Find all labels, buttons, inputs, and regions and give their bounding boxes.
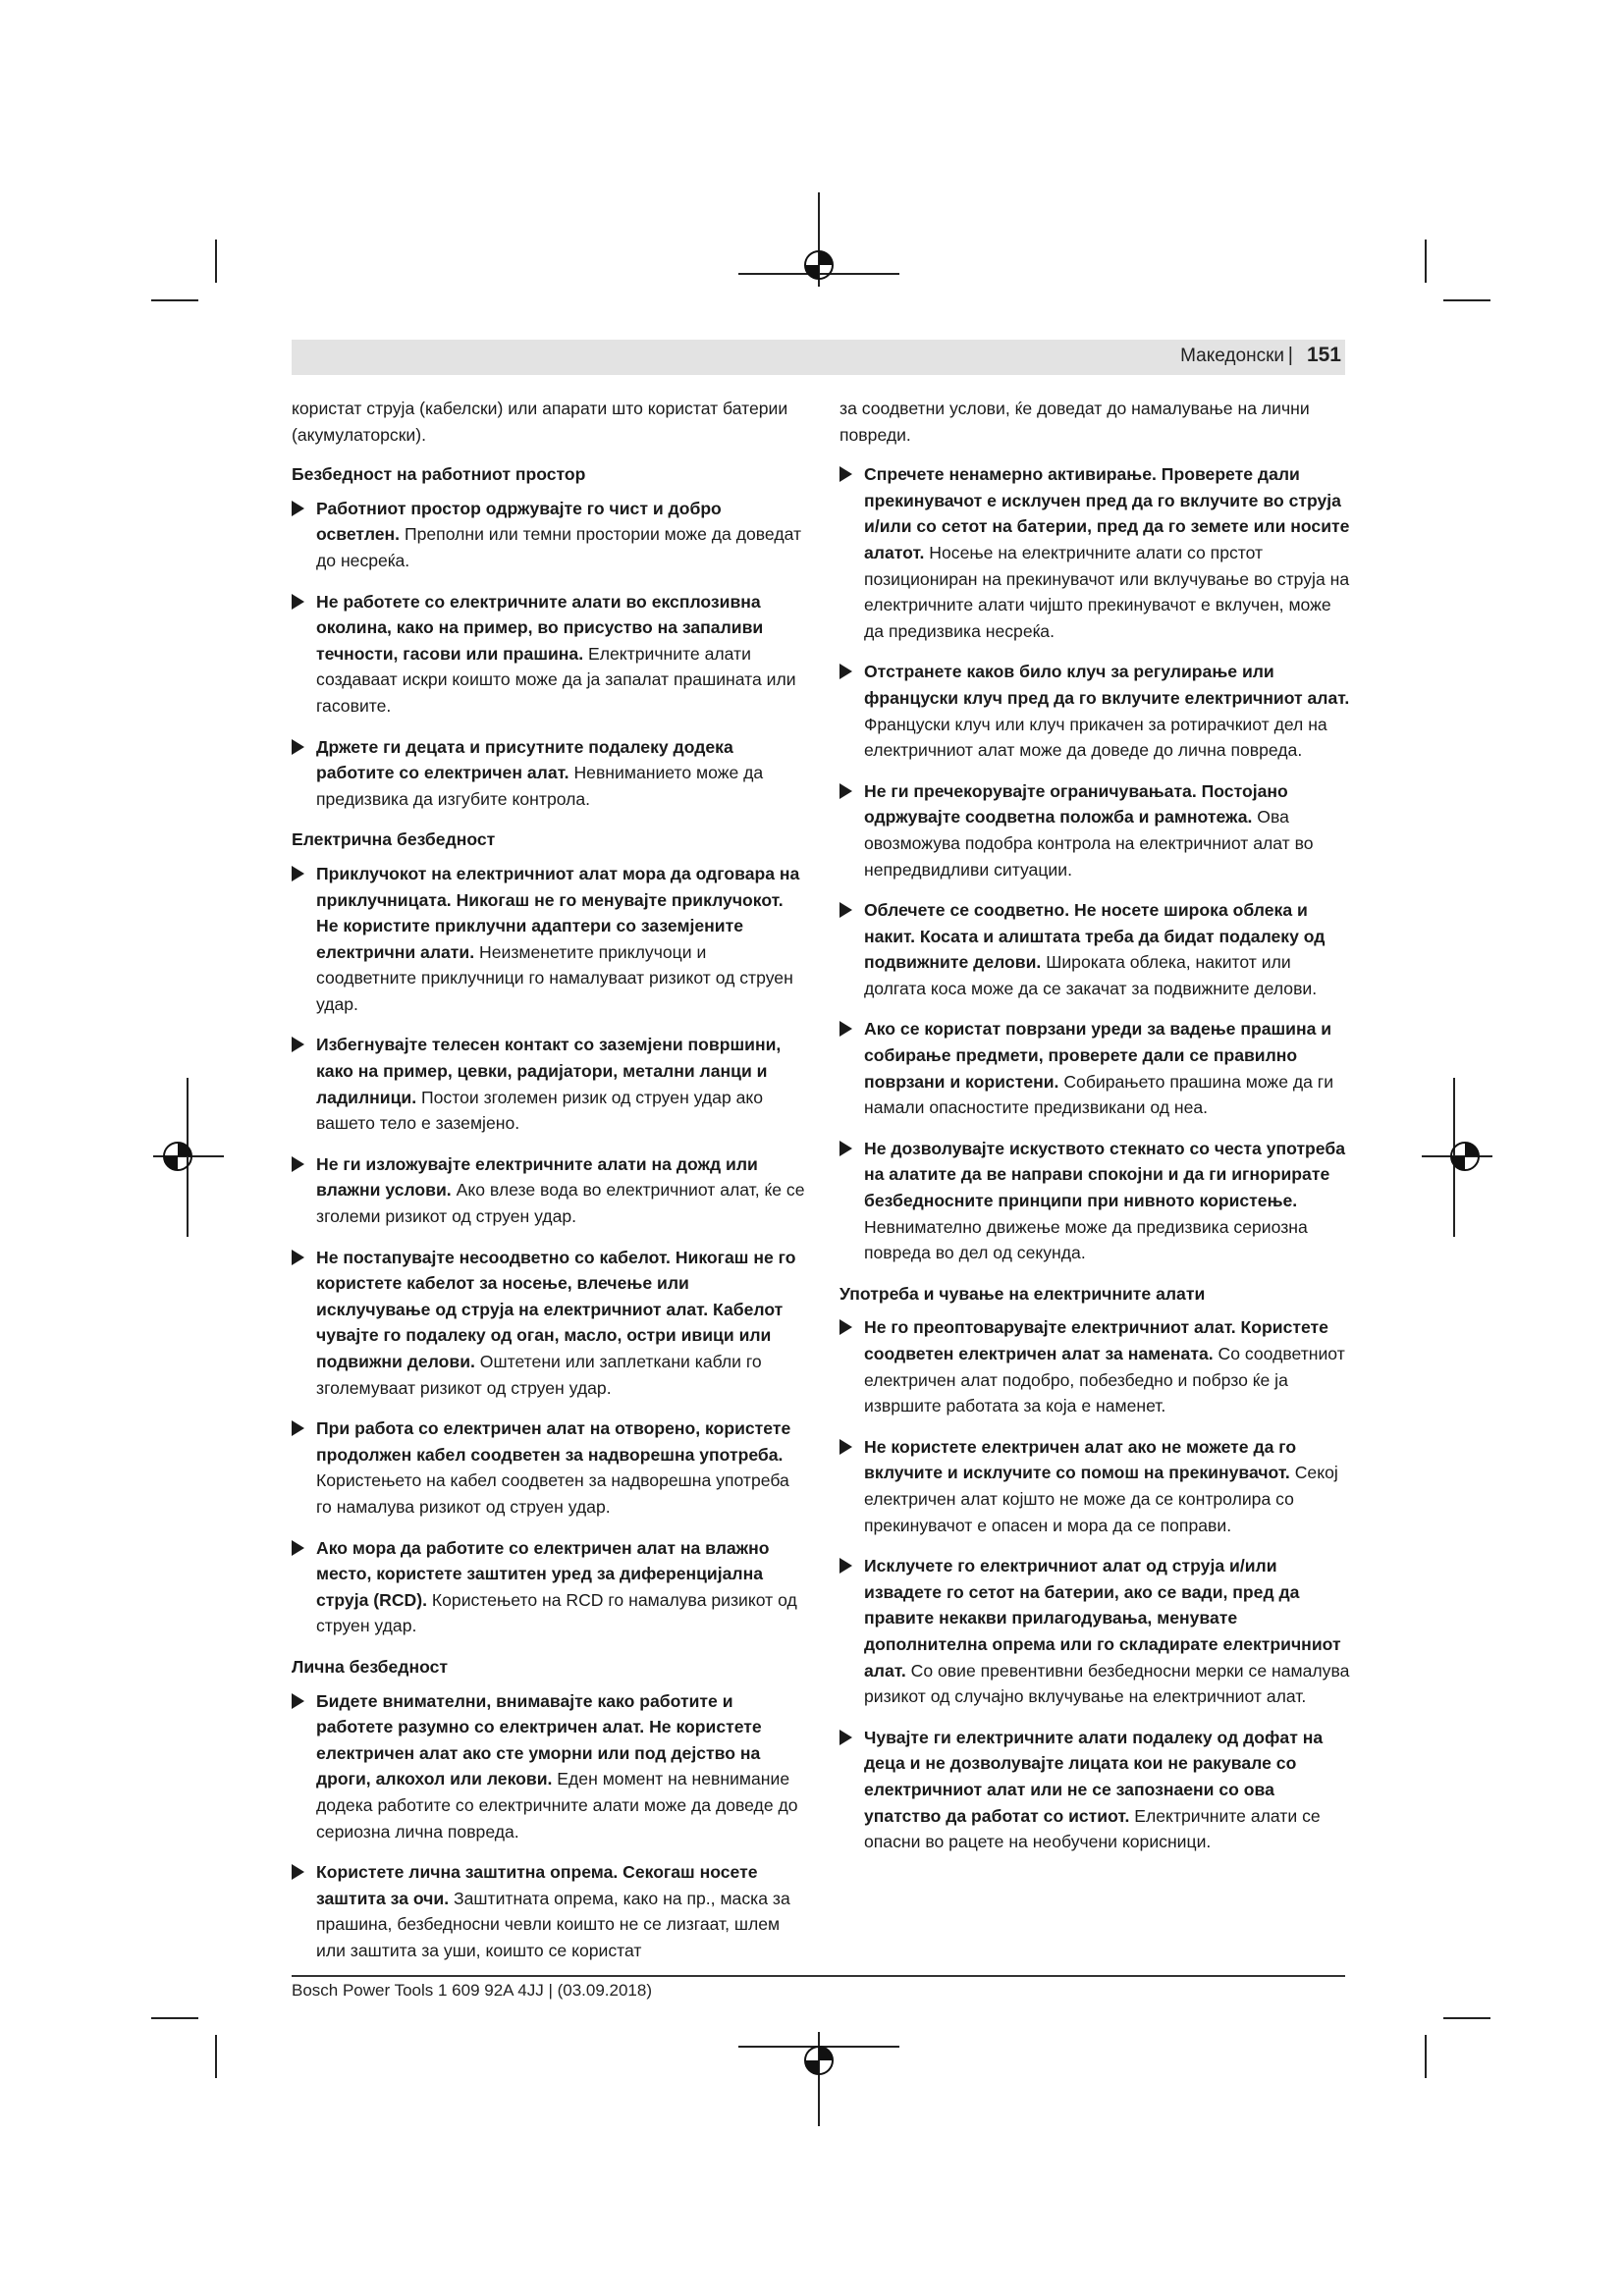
item-text: Собирањето прашина може да ги намали опасностите предизвикани од неа. [864,1071,1334,1118]
item-bold-text: Бидете внимателни, внимавајте како работите и работете разумно со електричен алат. Не користете електричен алат ако сте уморни или под дејство на дроги, алкохол или лекови. [316,1690,762,1789]
item-bold-text: Држете ги децата и присутните подалеку додека работите со електричен алат. [316,736,733,783]
crop-mark [151,2017,198,2019]
crop-mark [1425,240,1427,283]
bullet-triangle-icon [292,1250,304,1265]
crop-mark [1425,2035,1427,2078]
item-bold-text: Отстранете каков било клуч за регулирање или француски клуч пред да го вклучите електричниот алат. [864,662,1350,708]
item-text: Невниманието може да предизвика да изгубите контрола. [316,763,764,809]
section-heading: Употреба и чување на електричните алати [839,1283,1206,1304]
item-bold-text: Не постапувајте несоодветно со кабелот. Никогаш не го користете кабелот за носење, влечење или исклучување од струја на електричниот алат. Кабелот чувајте го подалеку од оган, масло, остри ивици или подвижни делови. [316,1247,796,1371]
crop-mark [215,2035,217,2078]
item-bold-text: Не дозволувајте искуството стекнато со честа употреба на алатите да ве направи спокојни и да ги игнорирате безбедносните принципи при нивното користење. [864,1138,1346,1211]
registration-mark-icon [158,1137,197,1176]
bullet-triangle-icon [292,1864,304,1880]
left-column [292,396,807,1978]
crop-mark [1443,299,1490,301]
paragraph: користат струја (кабелски) или апарати што користат батерии (акумулаторски). [292,399,788,445]
bullet-triangle-icon [839,1730,852,1745]
item-bold-text: Не ги пречекорувајте ограничувањата. Постојано одржувајте соодветна положба и рамнотежа. [864,780,1288,828]
item-text: Заштитната опрема, како на пр., маска за прашина, безбедносни чевли коишто не се лизгаат, шлем или заштита за уши, коишто се користат [316,1888,790,1960]
item-text: Секој електричен алат којшто не може да се контролира со прекинувачот е опасен и мора да се поправи. [864,1463,1338,1535]
list-item [839,1136,1350,1266]
header-separator: | [1287,345,1293,366]
registration-mark-icon [1445,1137,1485,1176]
item-bold-text: Ако мора да работите со електричен алат на влажно место, користете заштитен уред за диференцијална струја (RCD). [316,1537,770,1610]
bullet-triangle-icon [839,664,852,679]
section-heading: Електрична безбедност [292,829,496,850]
bullet-triangle-icon [292,1693,304,1709]
item-text: Неизменетите приклучоци и соодветните приклучници го намалуваат ризикот од струен удар. [316,941,793,1014]
crop-mark [215,240,217,283]
list-item [839,897,1350,1001]
item-text: Електричните алати создаваат искри коишто може да ја запалат прашината или гасовите. [316,643,796,716]
list-item [292,496,807,574]
item-text: Со овие превентивни безбедносни мерки се намалува ризикот од случајно вклучување на електричниот алат. [864,1660,1350,1707]
bullet-triangle-icon [839,1319,852,1335]
list-item [292,1151,807,1230]
page-header [292,340,1345,375]
section-heading: Лична безбедност [292,1656,448,1677]
section-heading: Безбедност на работниот простор [292,464,586,485]
list-item [839,1016,1350,1120]
footer-rule [292,1975,1345,1977]
list-item [839,1725,1350,1855]
bullet-triangle-icon [839,783,852,799]
bullet-triangle-icon [292,1037,304,1052]
bullet-triangle-icon [839,1558,852,1574]
list-item [292,1859,807,1963]
item-text: Невнимателно движење може да предизвика сериозна повреда во дел од секунда. [864,1216,1308,1263]
list-item [292,1032,807,1136]
item-bold-text: Не ги изложувајте електричните алати на дожд или влажни услови. [316,1153,758,1201]
item-bold-text: Ако се користат поврзани уреди за вадење прашина и собирање предмети, проверете дали се правилно поврзани и користени. [864,1019,1332,1092]
crop-mark [151,299,198,301]
crop-mark [1443,2017,1490,2019]
item-bold-text: Спречете ненамерно активирање. Проверете дали прекинувачот е исклучен пред да го вклучите во струја и/или со сетот на батерии, пред да го земете или носите алатот. [864,464,1350,562]
list-item [839,1314,1350,1418]
item-text: Носење на електричните алати со прстот позициониран на прекинувачот или вклучување во струја на електричните алати чијшто прекинувачот е вклучен, може да предизвика несреќа. [864,542,1350,641]
bullet-triangle-icon [292,1156,304,1172]
list-item [292,1245,807,1402]
item-bold-text: При работа со електричен алат на отворено, користете продолжен кабел соодветен за надворешна употреба. [316,1418,791,1465]
registration-mark-icon [799,2041,839,2080]
right-column [839,396,1350,1870]
bullet-triangle-icon [839,466,852,482]
item-bold-text: Не користете електричен алат ако не можете да го вклучите и исклучите со помош на прекинувачот. [864,1436,1297,1483]
list-item [839,1553,1350,1710]
paragraph: за соодветни услови, ќе доведат до намалување на лични повреди. [839,399,1310,445]
item-text: Оштетени или заплеткани кабли го зголемуваат ризикот од струен удар. [316,1352,762,1398]
item-text: Електричните алати се опасни во рацете на необучени корисници. [864,1805,1321,1852]
bullet-triangle-icon [292,501,304,516]
bullet-triangle-icon [292,1420,304,1436]
item-bold-text: Исклучете го електричниот алат од струја и/или извадете го сетот на батерии, ако се вади, пред да правите некакви прилагодувања, менувате дополнителна опрема или го складирате електричниот алат. [864,1556,1341,1681]
list-item [292,589,807,720]
item-bold-text: Не работете со електричните алати во експлозивна околина, како на пример, во присуство на запаливи течности, гасови или прашина. [316,591,764,664]
footer-text: Bosch Power Tools 1 609 92A 4JJ | (03.09.2018) [292,1981,653,2000]
item-bold-text: Чувајте ги електричните алати подалеку од дофат на деца и не дозволувајте лицата кои не ракувале со електричниот алат или не се запознаени со ова упатство да работат со истиот. [864,1727,1324,1826]
list-item [839,659,1350,763]
item-bold-text: Користете лична заштитна опрема. Секогаш носете заштита за очи. [316,1862,758,1908]
list-item [292,1688,807,1845]
list-item [292,734,807,813]
registration-mark-icon [799,245,839,285]
bullet-triangle-icon [292,594,304,610]
item-text: Користењето на кабел соодветен за надворешна употреба го намалува ризикот од струен удар. [316,1470,789,1517]
item-bold-text: Работниот простор одржувајте го чист и добро осветлен. [316,498,722,545]
item-bold-text: Не го преоптоварувајте електричниот алат. Користете соодветен електричен алат за намената. [864,1317,1328,1363]
item-text: Француски клуч или клуч прикачен за ротирачкиот дел на електричниот алат може да доведе до лична повреда. [864,714,1327,761]
bullet-triangle-icon [839,1439,852,1455]
item-text: Со соодветниот електричен алат подобро, побезбедно и побрзо ќе ја извршите работата за која е наменет. [864,1344,1345,1416]
bullet-triangle-icon [292,739,304,755]
item-bold-text: Приклучокот на електричниот алат мора да одговара на приклучницата. Никогаш не го менувајте приклучокот. Не користите приклучни адаптери со заземјените електрични алати. [316,863,800,962]
item-text: Постои зголемен ризик од струен удар ако вашето тело е заземјено. [316,1087,764,1134]
list-item [292,861,807,1018]
page-number: 151 [1306,344,1341,366]
list-item [839,461,1350,644]
list-item [839,778,1350,882]
item-text: Широката облека, накитот или долгата коса може да се закачат за подвижните делови. [864,952,1318,998]
header-language: Македонски [1180,346,1284,366]
item-text: Еден момент на невнимание додека работите со електричните алати може да доведе до сериозна лична повреда. [316,1769,798,1842]
item-text: Користењето на RCD го намалува ризикот од струен удар. [316,1589,797,1636]
list-item [292,1415,807,1520]
list-item [292,1535,807,1639]
bullet-triangle-icon [292,866,304,881]
bullet-triangle-icon [839,1021,852,1037]
bullet-triangle-icon [839,902,852,918]
item-text: Ова овозможува подобра контрола на електричниот алат во непредвидливи ситуации. [864,807,1314,880]
list-item [839,1434,1350,1538]
bullet-triangle-icon [839,1141,852,1156]
item-text: Преполни или темни простории може да доведат до несреќа. [316,524,802,570]
item-bold-text: Облечете се соодветно. Не носете широка облека и накит. Косата и алиштата треба да бидат подалеку од подвижните делови. [864,900,1326,973]
bullet-triangle-icon [292,1540,304,1556]
item-bold-text: Избегнувајте телесен контакт со заземјени површини, како на пример, цевки, радијатори, метални ланци и ладилници. [316,1035,782,1107]
item-text: Ако влезе вода во електричниот алат, ќе се зголеми ризикот од струен удар. [316,1180,805,1227]
